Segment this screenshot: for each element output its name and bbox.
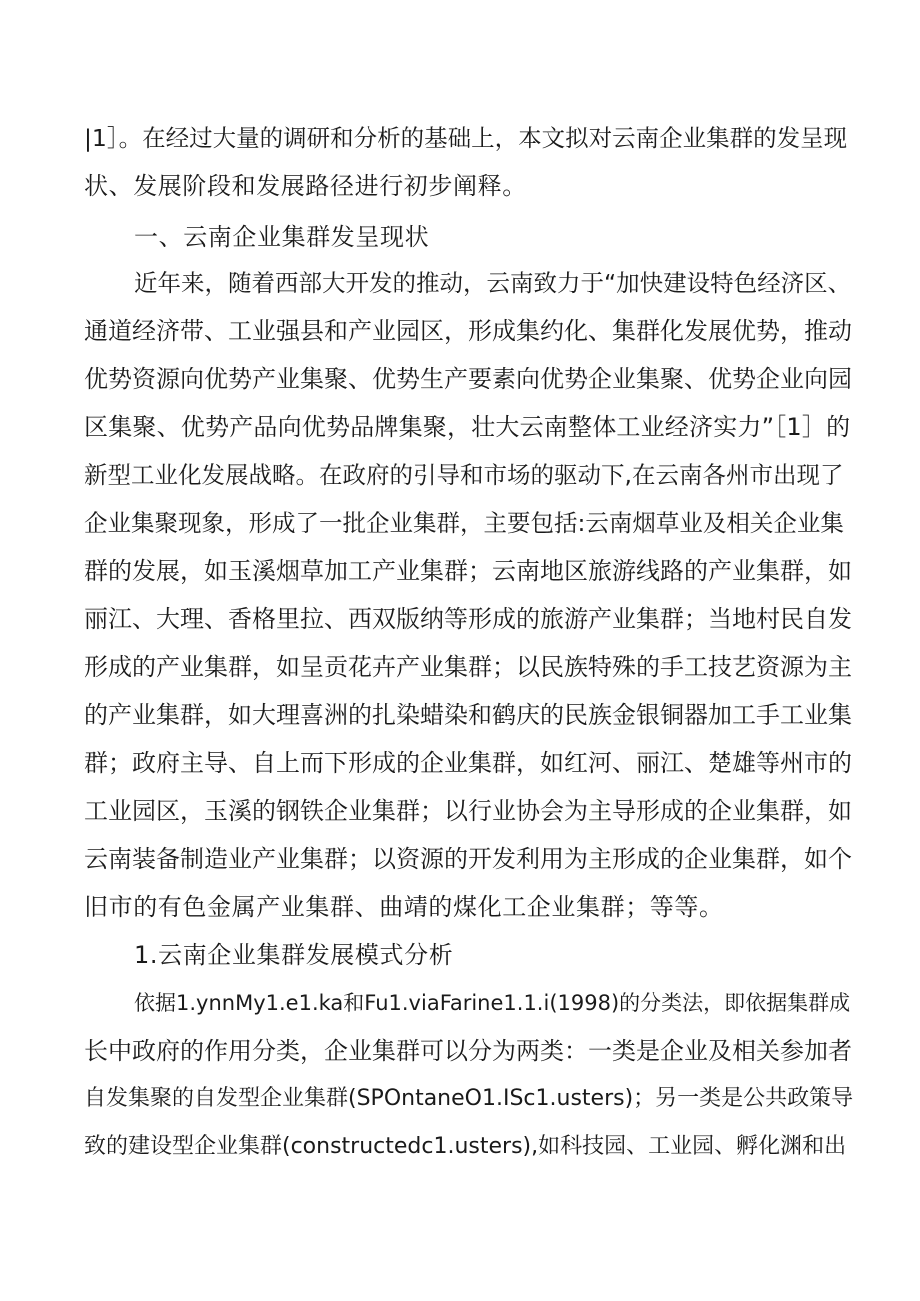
text-line: 优势资源向优势产业集聚、优势生产要素向优势企业集聚、优势企业向园 — [84, 365, 852, 393]
text-line: 形成的产业集群，如呈贡花卉产业集群；以民族特殊的手工技艺资源为主 — [84, 653, 852, 681]
text-line: 致的建设型企业集群(constructedc1.usters),如科技园、工业园、孵化渊和出 — [84, 1134, 847, 1159]
text-line: 群；政府主导、自上而下形成的企业集群，如红河、丽江、楚雄等州市的 — [84, 749, 852, 777]
text-line: 依据1.ynnMy1.e1.ka和Fu1.viaFarine1.1.i(1998)的分类法，即依据集群成 — [134, 991, 851, 1015]
text-line: 自发集聚的自发型企业集群(SPOntaneO1.ISc1.usters)；另一类是公共政策导 — [84, 1086, 854, 1111]
text-line: 丽江、大理、香格里拉、西双版纳等形成的旅游产业集群；当地村民自发 — [84, 605, 852, 633]
text-line: 区集聚、优势产品向优势品牌集聚，壮大云南整体工业经济实力”［1］的 — [84, 413, 851, 441]
text-line: |1］。在经过大量的调研和分析的基础上，本文拟对云南企业集群的发呈现 — [84, 124, 848, 152]
text-line: 云南装备制造业产业集群；以资源的开发利用为主形成的企业集群，如个 — [84, 845, 852, 873]
text-line: 旧市的有色金属产业集群、曲靖的煤化工企业集群；等等。 — [84, 893, 724, 921]
subsection-heading: 1.云南企业集群发展模式分析 — [134, 941, 454, 969]
text-line: 的产业集群，如大理喜洲的扎染蜡染和鹤庆的民族金银铜器加工手工业集 — [84, 701, 852, 729]
section-heading: 一、云南企业集群发呈现状 — [134, 223, 430, 251]
text-line: 群的发展，如玉溪烟草加工产业集群；云南地区旅游线路的产业集群，如 — [84, 557, 852, 585]
text-line: 新型工业化发展战略。在政府的引导和市场的驱动下,在云南各州市出现了 — [84, 461, 844, 489]
text-line: 工业园区，玉溪的钢铁企业集群；以行业协会为主导形成的企业集群，如 — [84, 797, 852, 825]
text-line: 近年来，随着西部大开发的推动，云南致力于“加快建设特色经济区、 — [134, 269, 852, 297]
text-line: 状、发展阶段和发展路径进行初步阐释。 — [84, 172, 527, 200]
text-line: 长中政府的作用分类，企业集群可以分为两类：一类是企业及相关参加者 — [84, 1037, 852, 1065]
text-line: 企业集聚现象，形成了一批企业集群，主要包括:云南烟草业及相关企业集 — [84, 509, 844, 537]
text-line: 通道经济带、工业强县和产业园区，形成集约化、集群化发展优势，推动 — [84, 317, 852, 345]
